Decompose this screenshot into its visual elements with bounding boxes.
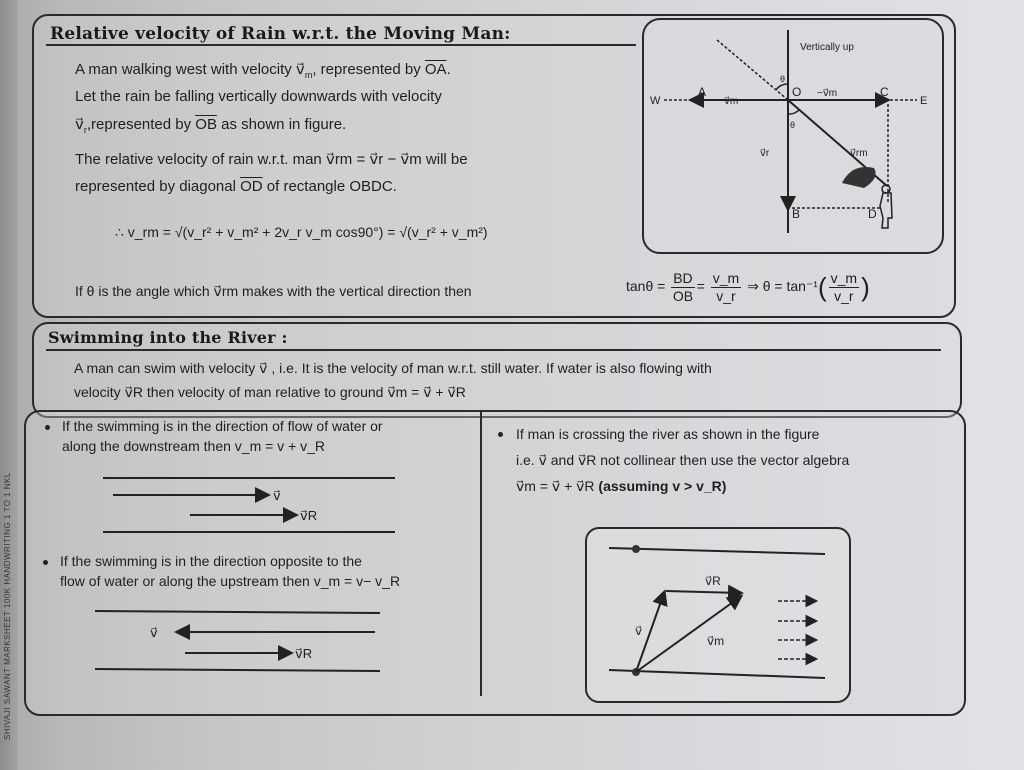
binding-edge-text: SHIVAJI SAWANT MARKSHEET 100K HANDWRITING 1 TO 1 NKL: [3, 472, 12, 740]
svg-text:v⃗: v⃗: [150, 625, 158, 640]
svg-text:θ: θ: [780, 74, 786, 84]
rain-line-4: The relative velocity of rain w.r.t. man v⃗rm = v⃗r − v⃗m will be: [75, 151, 468, 168]
rain-line-5: represented by diagonal $\overline{OD}$ of rectangle OBDC.: [75, 178, 397, 195]
bullet-crossing: [498, 432, 503, 437]
segment-OD: $\overline{OD}$: [240, 178, 263, 195]
swimming-intro-line-1: A man can swim with velocity v⃗ , i.e. It is the velocity of man w.r.t. still water. If water is also flowing with: [74, 360, 712, 376]
svg-text:θ: θ: [790, 120, 796, 130]
upstream-line-2: flow of water or along the upstream then v_m = v− v_R: [60, 573, 401, 589]
rain-line-1: A man walking west with velocity $v⃗_m$, represented by $\overline{OA}$.: [75, 61, 451, 80]
rain-line-3: $v⃗_r,represented$ by $\overline{OB}$ as shown in figure.: [75, 116, 347, 135]
svg-text:O: O: [792, 85, 802, 99]
svg-text:v⃗rm: v⃗rm: [850, 148, 868, 159]
svg-text:v⃗m: v⃗m: [707, 634, 725, 648]
svg-text:v⃗R: v⃗R: [300, 508, 318, 523]
svg-text:v⃗m: v⃗m: [724, 96, 739, 107]
section-title-swimming: Swimming into the River :: [48, 328, 288, 347]
downstream-line-2: along the downstream then v_m = v + v_R: [62, 438, 326, 454]
river-crossing-diagram: [585, 527, 851, 703]
page-binding-edge: [0, 0, 18, 770]
rain-vector-diagram: [642, 18, 944, 254]
svg-text:v⃗: v⃗: [635, 624, 643, 638]
svg-text:W: W: [650, 95, 661, 107]
svg-text:B: B: [792, 207, 801, 221]
svg-text:v⃗R: v⃗R: [705, 574, 721, 588]
downstream-line-1: If the swimming is in the direction of flow of water or: [62, 418, 383, 434]
theta-line: If θ is the angle which v⃗rm makes with the vertical direction then: [75, 283, 472, 299]
svg-text:C: C: [880, 85, 889, 99]
svg-text:v⃗R: v⃗R: [295, 646, 313, 661]
upstream-line-1: If the swimming is in the direction opposite to the: [60, 553, 362, 569]
title-underline: [46, 44, 636, 46]
segment-OB: $\overline{OB}$: [195, 116, 217, 133]
fraction-BD-OB: $\frac{BD}{OB}$: [672, 270, 694, 304]
column-divider: [480, 412, 482, 696]
relative-velocity-equation: v⃗rm = v⃗r − v⃗m: [325, 151, 422, 168]
crossing-line-3: v⃗m = v⃗ + v⃗R (assuming v > v_R): [516, 478, 727, 494]
rain-line-2: Let the rain be falling vertically downwards with velocity: [75, 88, 442, 105]
magnitude-formula: ∴ v_rm = √(v_r² + v_m² + 2v_r v_m cos90°) = √(v_r² + v_m²): [115, 224, 488, 240]
svg-text:D: D: [868, 207, 877, 221]
svg-text:E: E: [920, 95, 928, 107]
downstream-diagram: [95, 468, 415, 538]
svg-text:−v⃗m: −v⃗m: [817, 88, 838, 99]
svg-text:v⃗: v⃗: [273, 488, 281, 503]
swimming-underline: [46, 349, 941, 351]
svg-text:Vertically up: Vertically up: [800, 42, 854, 53]
section-title-rain: Relative velocity of Rain w.r.t. the Moving Man:: [50, 24, 511, 44]
swimming-intro-line-2: velocity v⃗R then velocity of man relative to ground v⃗m = v⃗ + v⃗R: [74, 384, 466, 400]
fraction-vm-vr: $\frac{v\_m}{v\_r}$: [712, 270, 740, 304]
bullet-downstream: [45, 425, 50, 430]
svg-text:A: A: [698, 85, 707, 99]
crossing-line-1: If man is crossing the river as shown in the figure: [516, 426, 820, 442]
crossing-line-2: i.e. v⃗ and v⃗R not collinear then use the vector algebra: [516, 452, 850, 468]
segment-OA: $\overline{OA}$: [424, 61, 447, 78]
upstream-diagram: [90, 605, 410, 677]
svg-text:v⃗r: v⃗r: [760, 148, 770, 159]
bullet-upstream: [43, 560, 48, 565]
theta-equation: tanθ = $\frac{BD}{OB}$ = $\frac{v\_m}{v\_r}$ ⇒ θ = tan⁻¹( $\frac{v\_m}{v\_r}$ ): [626, 270, 870, 304]
fraction-vm-vr-2: $\frac{v\_m}{v\_r}$: [830, 270, 858, 304]
vector-vm: $v⃗_m$: [295, 61, 313, 80]
